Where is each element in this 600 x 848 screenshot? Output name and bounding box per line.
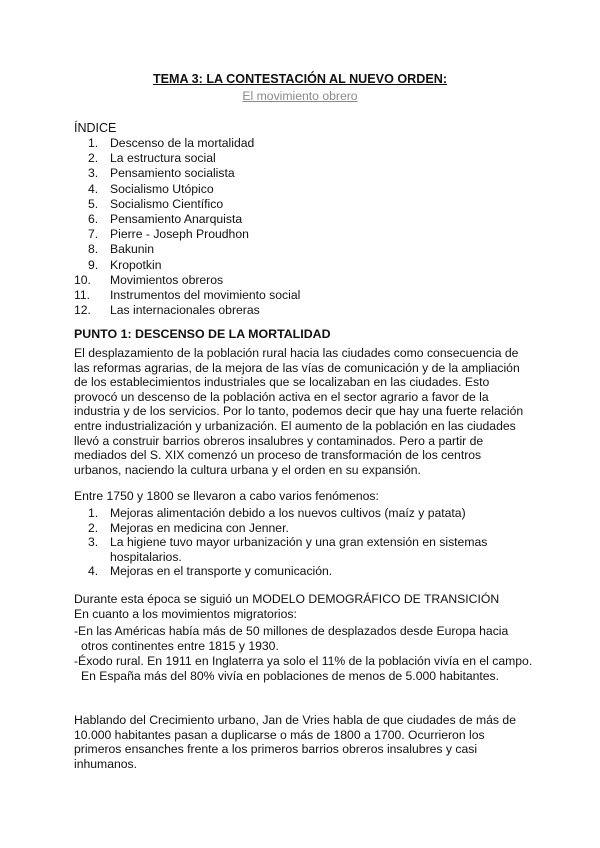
migration-intro-line: En cuanto a los movimientos migratorios:	[74, 607, 297, 621]
migration-rural: -Éxodo rural. En 1911 en Inglaterra ya solo el 11% de la población vivía en el campo. En España más del 80% vivía en poblaciones de menos de 5.000 habitantes.	[74, 654, 533, 683]
index-item: 10. Movimientos obreros	[74, 272, 224, 287]
section-heading: PUNTO 1: DESCENSO DE LA MORTALIDAD	[74, 327, 331, 341]
index-item: 9. Kropotkin	[88, 257, 162, 272]
index-item: 6. Pensamiento Anarquista	[88, 212, 243, 227]
index-item: 5. Socialismo Científico	[88, 196, 224, 211]
list-item: 4. Mejoras en el transporte y comunicación.	[88, 564, 333, 579]
paragraph-urbanization: El desplazamiento de la población rural hacia las ciudades como consecuencia de las reformas agrarias, de la mejora de las vías de comunicación y de la ampliación de los establecimientos industriales que se localizaban en las ciudades. Esto provocó un descenso de la población activa en el sector agrario a favor de la industria y de los servicios. Por lo tanto, podemos decir que hay una fuerte relación entre industrialización y urbanización. El aumento de la población en las ciudades llevó a construir barrios obreros insalubres y contaminados. Pero a partir de mediados del S. XIX comenzó un proceso de transformación de los centros urbanos, naciendo la cultura urbana y el orden en su expansión.	[74, 346, 524, 477]
index-item: 4. Socialismo Utópico	[88, 181, 214, 196]
phenomena-list	[74, 506, 526, 579]
index-item: 7. Pierre - Joseph Proudhon	[88, 227, 249, 242]
document-subtitle: El movimiento obrero	[242, 89, 358, 103]
index-list	[74, 136, 300, 318]
list-item: 2. Mejoras en medicina con Jenner.	[88, 520, 289, 535]
index-item: 1. Descenso de la mortalidad	[88, 136, 255, 150]
migration-america: -En las Américas había más de 50 millones de desplazados desde Europa hacia otros continentes entre 1815 y 1930.	[74, 624, 509, 653]
document-title: TEMA 3: LA CONTESTACIÓN AL NUEVO ORDEN:	[152, 72, 448, 86]
demographic-model-line: Durante esta época se siguió un MODELO DEMOGRÁFICO DE TRANSICIÓN	[74, 592, 500, 606]
paragraph-phenomena-intro: Entre 1750 y 1800 se llevaron a cabo varios fenómenos:	[74, 489, 379, 503]
index-item: 3. Pensamiento socialista	[88, 166, 235, 181]
index-item: 12. Las internacionales obreras	[74, 303, 260, 318]
list-item: 3. La higiene tuvo mayor urbanización y una gran extensión en sistemas hospitalarios.	[88, 535, 488, 564]
index-item: 2. La estructura social	[88, 151, 216, 166]
list-item: 1. Mejoras alimentación debido a los nuevos cultivos (maíz y patata)	[88, 506, 466, 520]
paragraph-urban-growth: Hablando del Crecimiento urbano, Jan de Vries habla de que ciudades de más de 10.000 habitantes pasan a duplicarse o más de 1800 a 1700. Ocurrieron los primeros ensanches frente a los primeros barrios obreros insalubres y casi inhumanos.	[74, 713, 516, 771]
index-item: 8. Bakunin	[88, 242, 155, 257]
index-item: 11. Instrumentos del movimiento social	[74, 288, 301, 303]
index-heading: ÍNDICE	[74, 121, 117, 135]
